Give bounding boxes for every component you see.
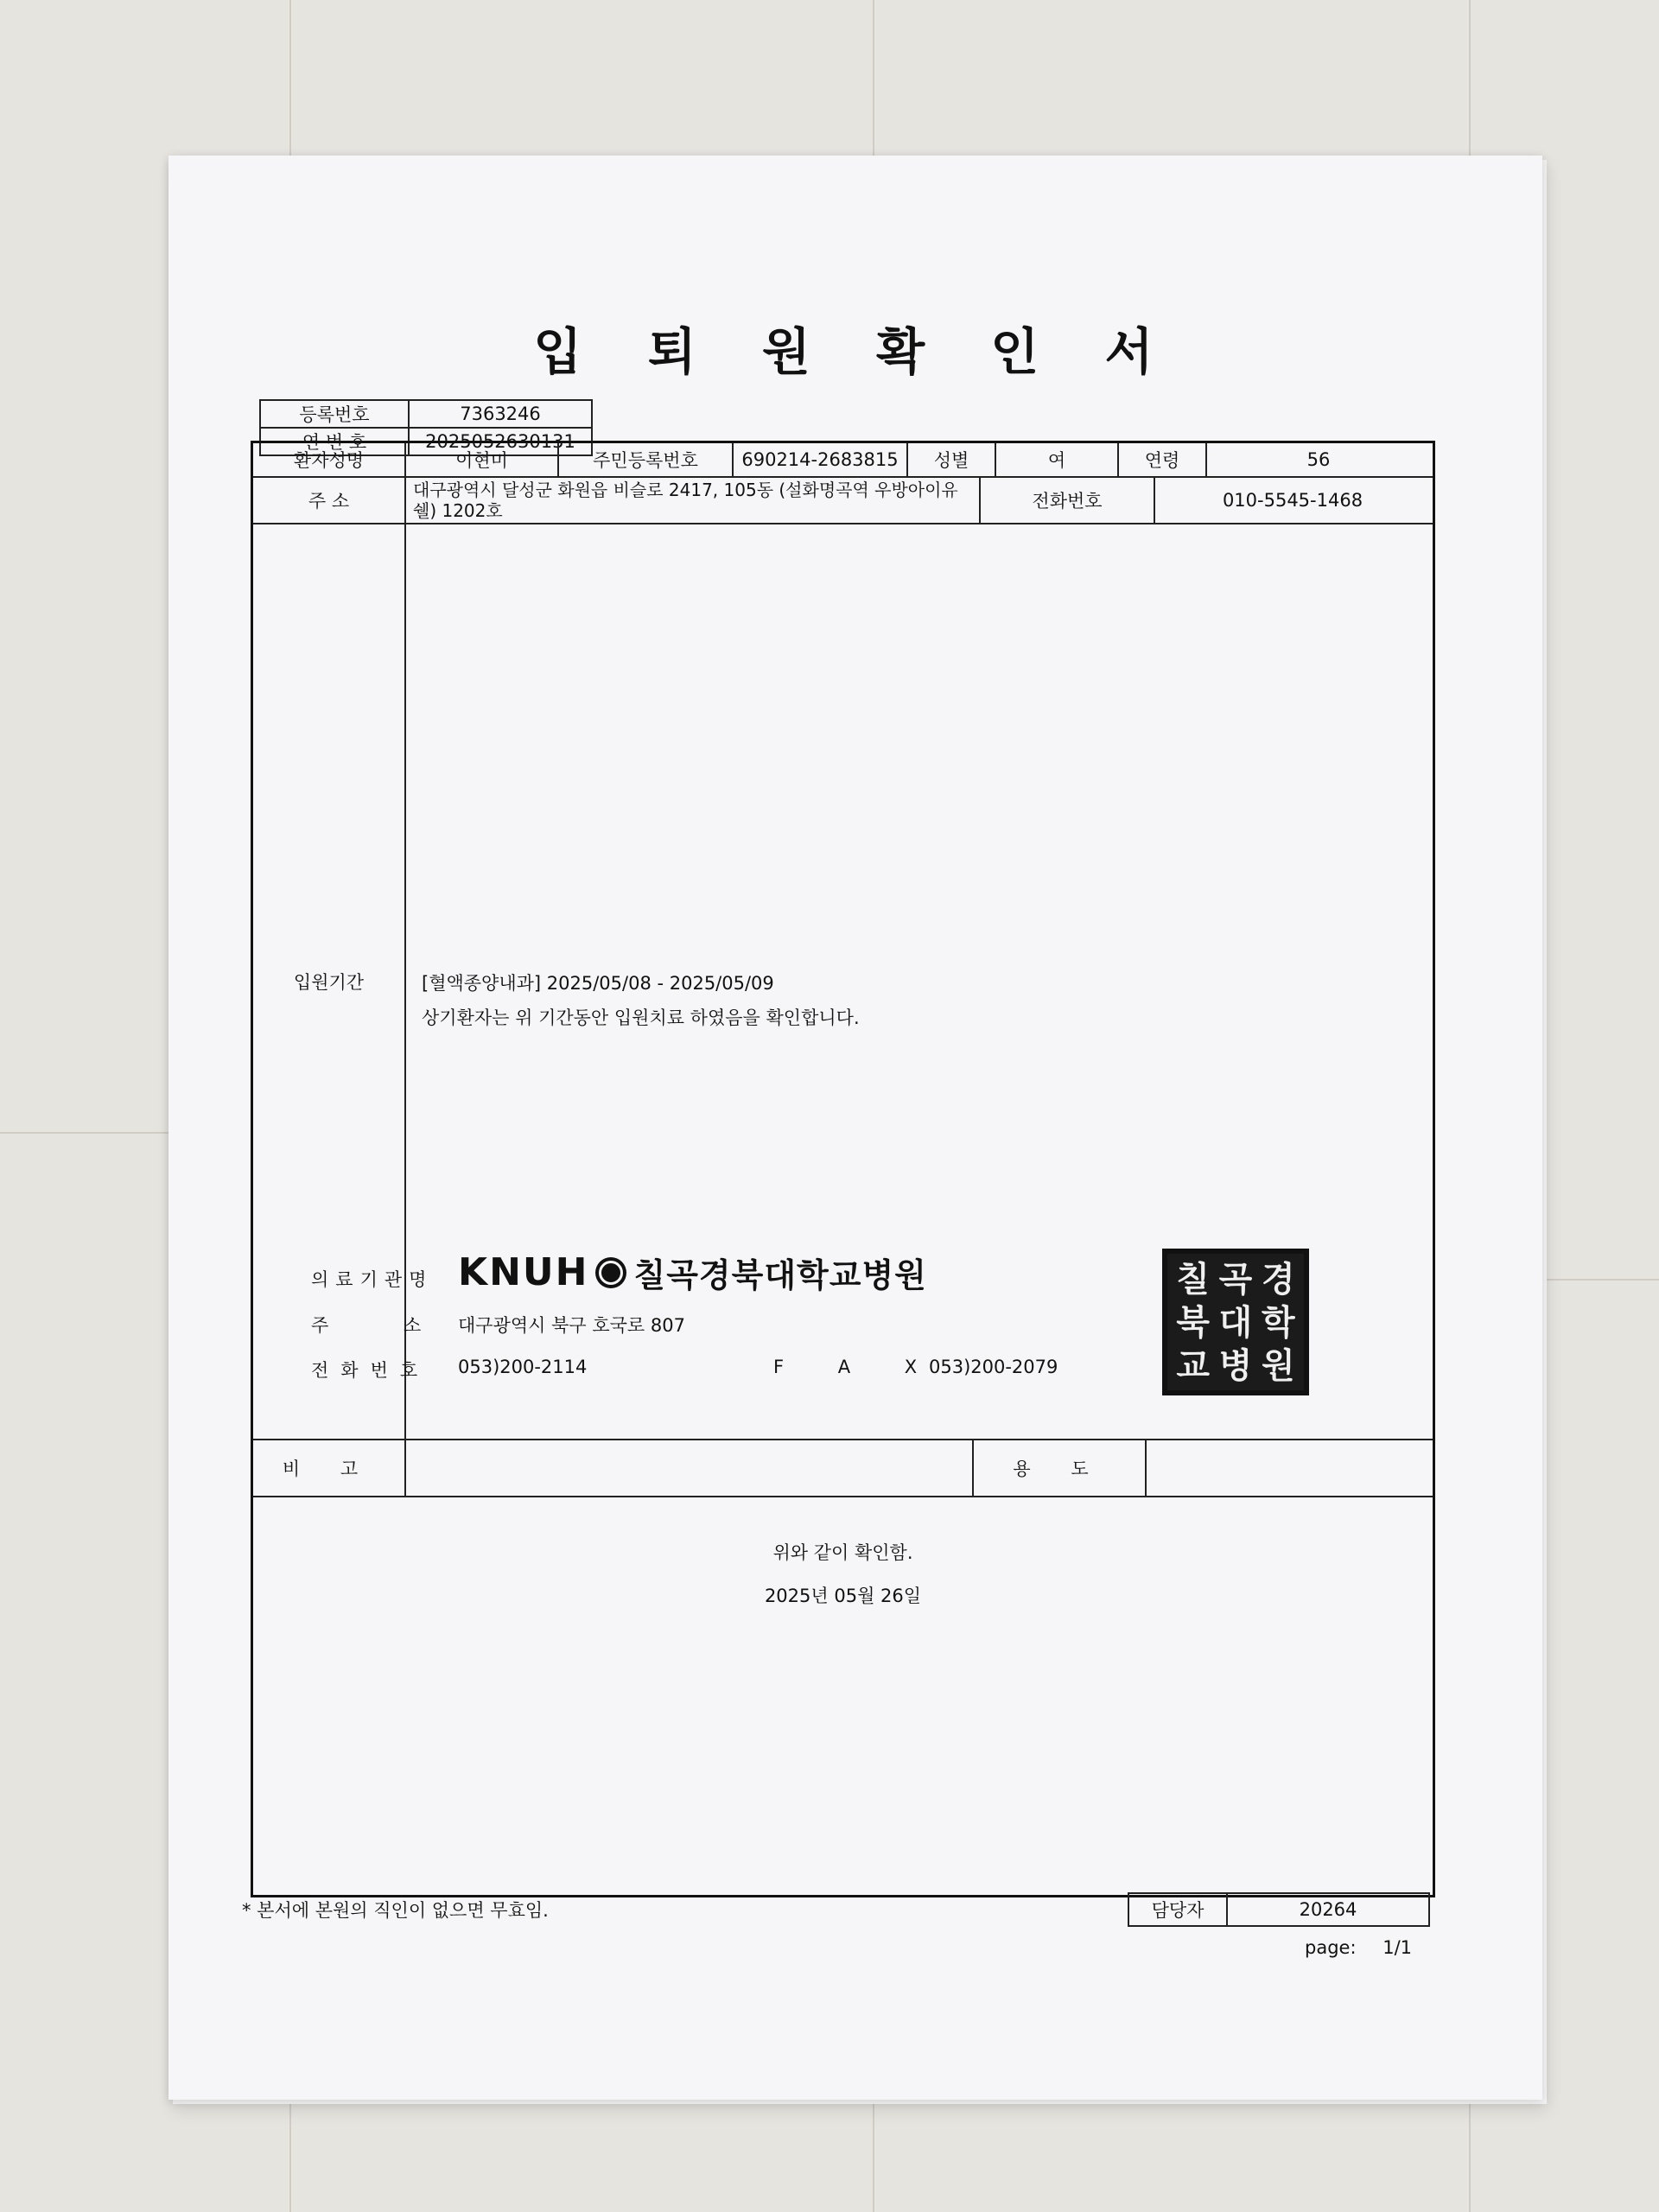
page-value: 1/1 [1382, 1937, 1413, 1958]
staff-label: 담당자 [1128, 1893, 1227, 1926]
inst-address: 대구광역시 북구 호국로 807 [458, 1315, 685, 1336]
phone-label: 전화번호 [981, 478, 1155, 523]
seal-char: 병 [1218, 1346, 1253, 1386]
purpose-label: 용 도 [974, 1440, 1147, 1496]
serial-label: 연 번 호 [260, 428, 409, 455]
remarks-value [406, 1440, 974, 1496]
page-label: page: [1305, 1937, 1357, 1958]
document-title: 입 퇴 원 확 인 서 [533, 322, 1178, 381]
reg-no-label: 등록번호 [260, 400, 409, 428]
rrn-label: 주민등록번호 [559, 443, 734, 476]
period-dates: [혈액종양내과] 2025/05/08 - 2025/05/09 [422, 973, 774, 994]
knuh-logo-text: KNUH [458, 1250, 589, 1294]
period-statement: 상기환자는 위 기간동안 입원치료 하였음을 확인합니다. [422, 1007, 860, 1028]
hospital-seal-stamp [1162, 1249, 1309, 1395]
page-indicator [1305, 1937, 1412, 1958]
hospital-emblem-icon [595, 1257, 626, 1288]
inst-address-label: 주 소 [311, 1315, 456, 1336]
seal-char: 경 [1262, 1260, 1295, 1300]
rrn-value: 690214-2683815 [734, 443, 908, 476]
institution-logo [458, 1249, 927, 1296]
remarks-row [253, 1440, 1433, 1497]
certificate-frame [251, 441, 1435, 1897]
sex-label: 성별 [908, 443, 996, 476]
reg-no-value: 7363246 [409, 400, 592, 428]
remarks-label: 비 고 [253, 1440, 406, 1496]
seal-char: 교 [1176, 1346, 1210, 1386]
seal-char: 학 [1262, 1303, 1295, 1343]
issue-date: 2025년 05월 26일 [764, 1586, 922, 1606]
seal-char: 원 [1262, 1346, 1295, 1386]
patient-row [253, 443, 1433, 478]
seal-char: 곡 [1218, 1260, 1253, 1300]
phone-value: 010-5545-1468 [1222, 490, 1363, 511]
purpose-value [1147, 1440, 1430, 1496]
sex-value: 여 [996, 443, 1119, 476]
inst-phone: 053)200-2114 [458, 1357, 588, 1377]
inst-phone-label: 전화번호 [311, 1360, 430, 1381]
fax-value: 053)200-2079 [929, 1357, 1058, 1377]
seal-char: 대 [1218, 1303, 1253, 1343]
confirm-text: 위와 같이 확인함. [772, 1542, 913, 1563]
address-label: 주 소 [253, 478, 406, 523]
admission-discharge-certificate [168, 156, 1542, 2100]
age-label: 연령 [1119, 443, 1207, 476]
address-row [253, 478, 1433, 524]
patient-name: 이현미 [406, 443, 559, 476]
institution-name: 칠곡경북대학교병원 [633, 1256, 927, 1294]
validity-footnote: * 본서에 본원의 직인이 없으면 무효임. [242, 1900, 549, 1921]
staff-id: 20264 [1227, 1893, 1429, 1926]
age-value: 56 [1306, 449, 1331, 470]
institution-label: 의료기관명 [311, 1269, 434, 1290]
seal-char: 칠 [1176, 1260, 1210, 1300]
address-value: 대구광역시 달성군 화원읍 비슬로 2417, 105동 (설화명곡역 우방아이유쉘) 1202호 [406, 478, 981, 523]
serial-value: 2025052630131 [409, 428, 592, 455]
period-label: 입원기간 [253, 524, 406, 1439]
fax-label: F A X [773, 1357, 942, 1377]
staff-table [1128, 1892, 1430, 1927]
patient-name-label: 환자성명 [253, 443, 406, 476]
seal-char: 북 [1176, 1303, 1210, 1343]
